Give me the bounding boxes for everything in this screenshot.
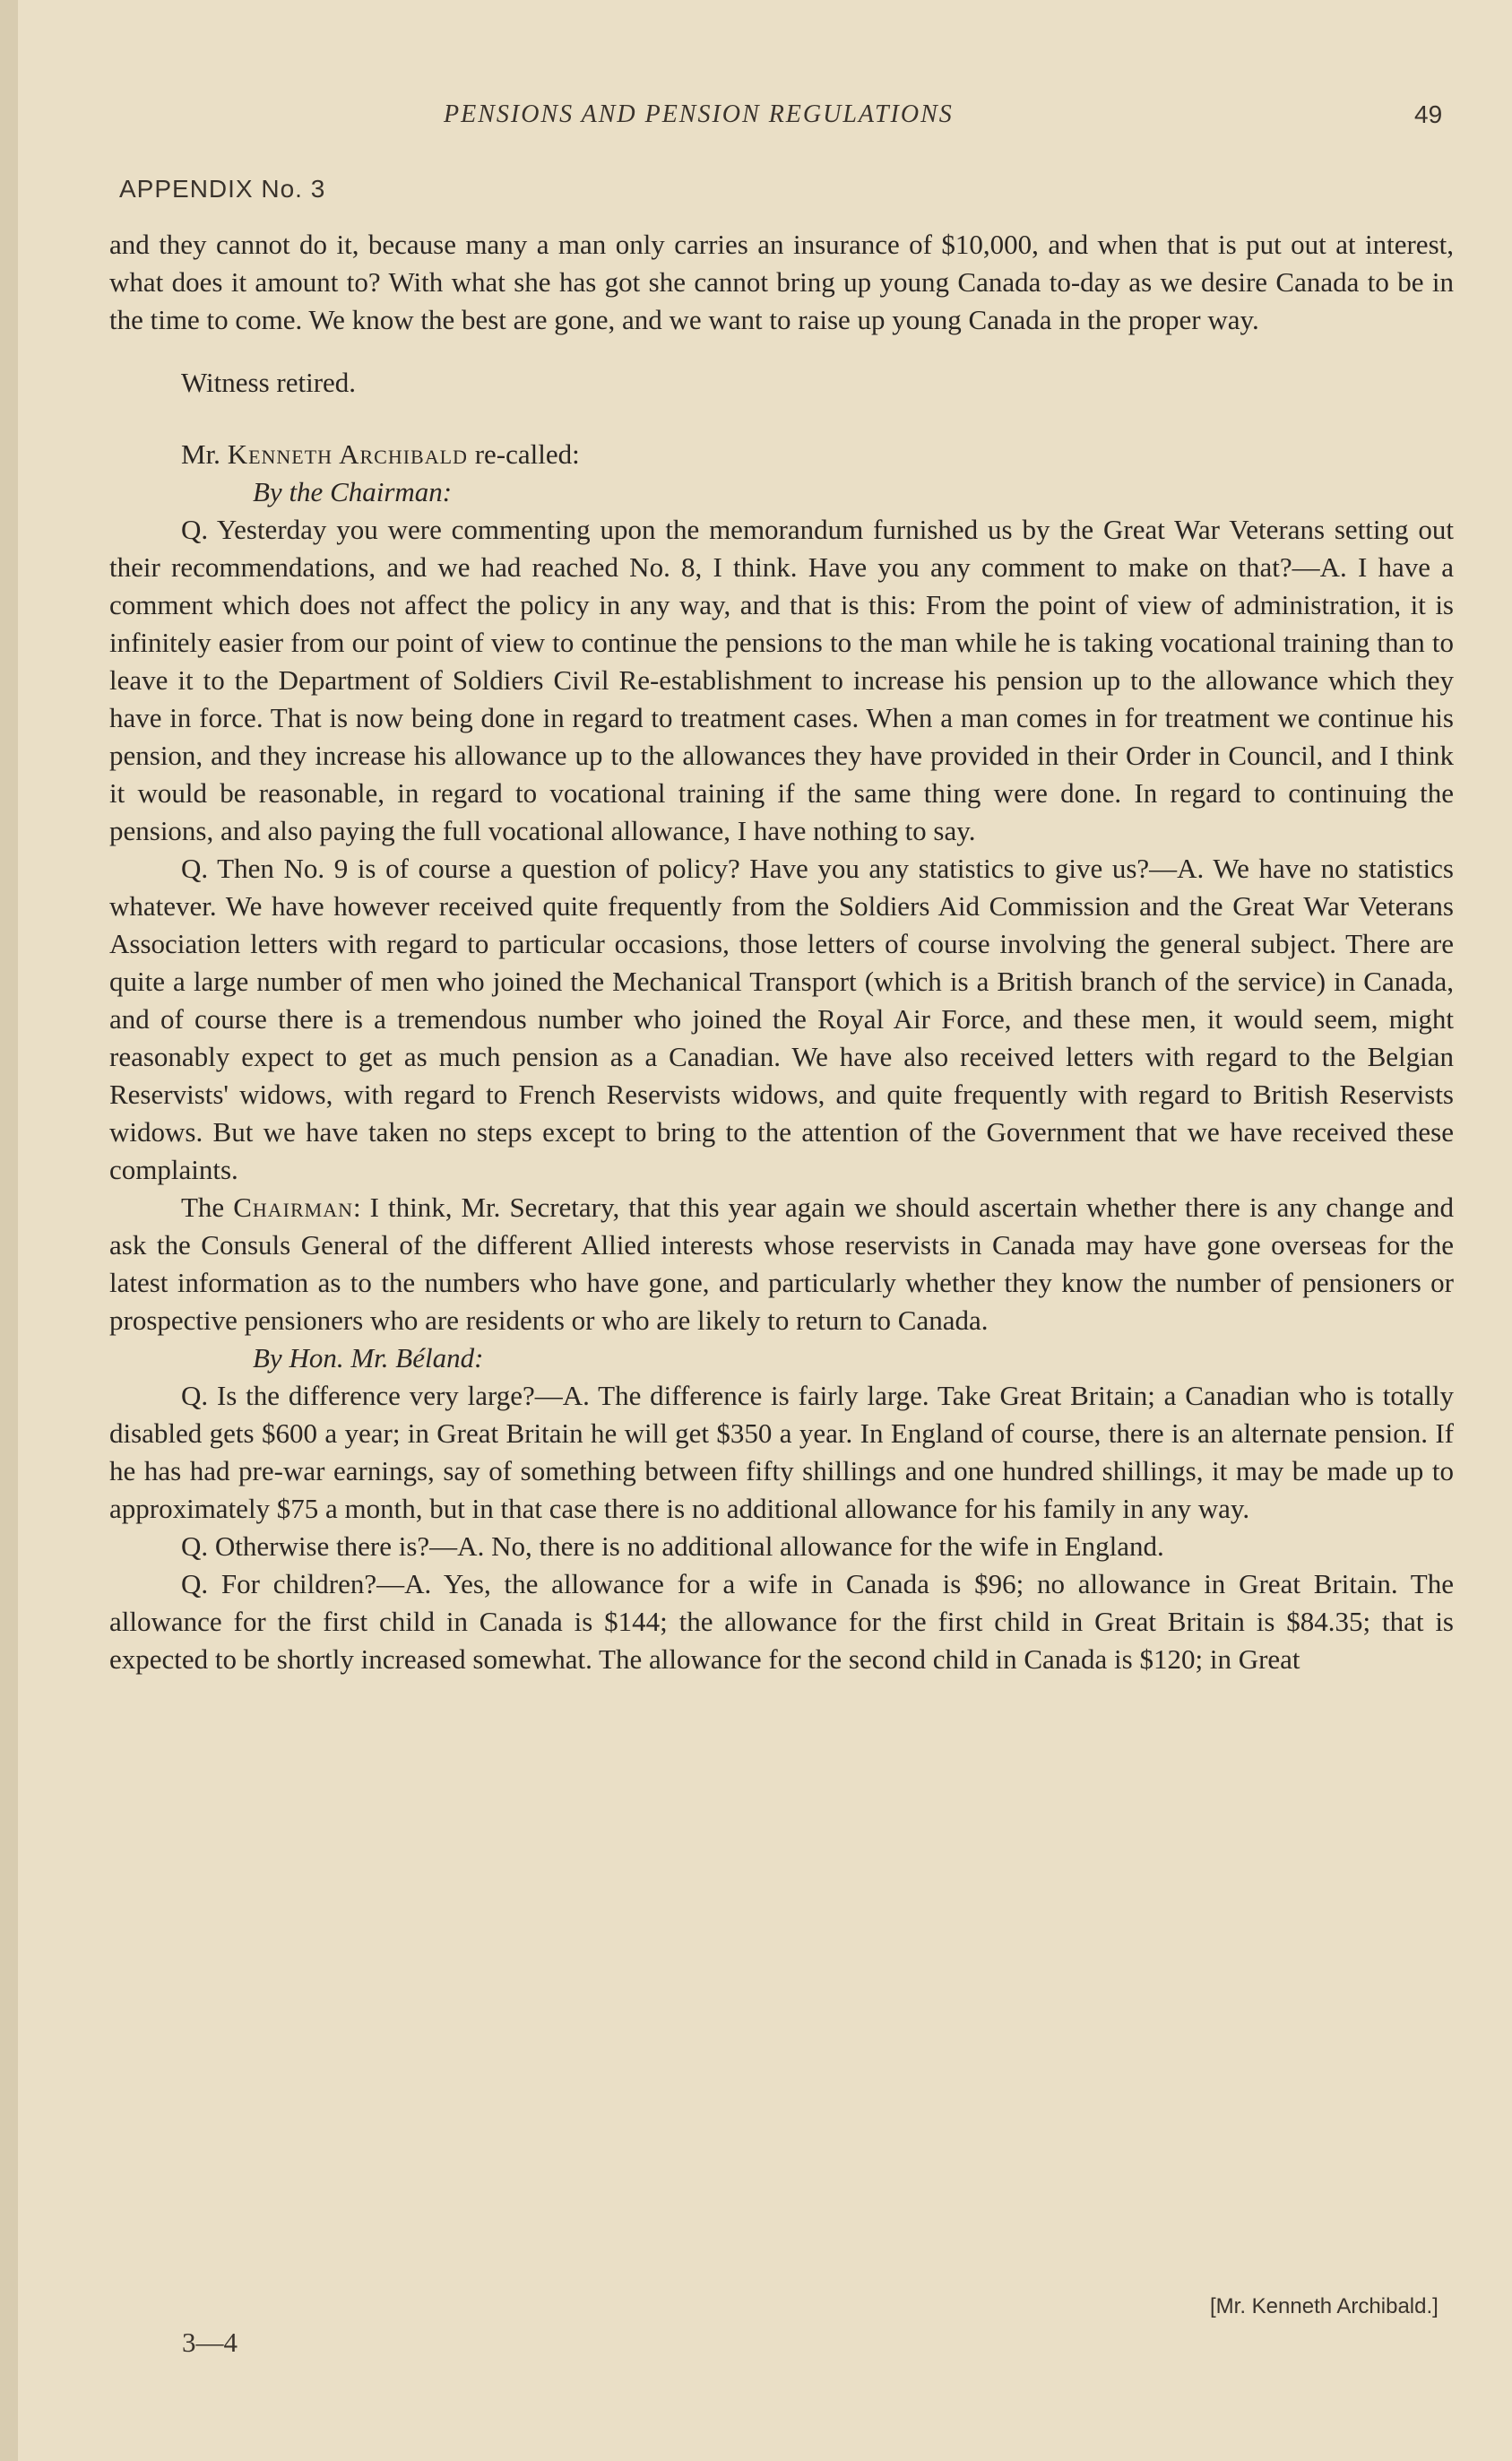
paragraph: Q. Yesterday you were commenting upon the memorandum furnished us by the Great War Veterans setting out their recommendations, and we had reached No. 8, I think. Have you any comment to make on that?—A. I have a comment which does not affect the policy in any way, and that is this: From the point of view of administration, it is infinitely easier from our point of view to continue the pensions to the man while he is taking vocational training than to leave it to the Department of Soldiers Civil Re-establishment to increase his pension up to the allowance which they have in force. That is now being done in regard to treatment cases. When a man comes in for treatment we continue his pension, and they increase his allowance up to the allowances they have provided in their Order in Council, and I think it would be reasonable, in regard to vocational training if the same thing were done. In regard to continuing the pensions, and also paying the full vocational allowance, I have nothing to say. <box>109 514 1454 846</box>
speaker-name: Kenneth Archibald <box>227 438 468 470</box>
footer-speaker: [Mr. Kenneth Archibald.] <box>1210 2294 1439 2318</box>
binding-gutter <box>0 0 18 2461</box>
examiner-heading: By Hon. Mr. Béland: <box>253 1342 484 1373</box>
page-body <box>109 226 1454 1678</box>
paragraph: Q. Otherwise there is?—A. No, there is no additional allowance for the wife in England. <box>181 1530 1164 1562</box>
speaker-prefix: Mr. <box>181 438 228 470</box>
paragraph: and they cannot do it, because many a man only carries an insurance of $10,000, and when that is put out at interest, what does it amount to? With what she has got she cannot bring up young Canada to-day as we desire Canada to be in the time to come. We know the best are gone, and we want to raise up young Canada in the proper way. <box>109 229 1454 335</box>
running-title: PENSIONS AND PENSION REGULATIONS <box>444 100 954 128</box>
examiner-heading: By the Chairman: <box>253 476 453 507</box>
signature-mark: 3—4 <box>182 2327 238 2358</box>
speaker-suffix: re-called: <box>467 438 580 470</box>
paragraph: Q. For children?—A. Yes, the allowance for a wife in Canada is $96; no allowance in Great Britain. The allowance for the first child in Canada is $144; the allowance for the first child in Great Britain is $84.35; that is expected to be shortly increased somewhat. The allowance for the second child in Canada is $120; in Great <box>109 1568 1454 1675</box>
chairman-prefix: The <box>181 1192 234 1223</box>
paragraph <box>109 1189 1454 1339</box>
chairman-remark: : I think, Mr. Secretary, that this year again we should ascertain whether there is any change and ask the Consuls General of the different Allied interests whose reservists in Canada may have gone overseas for the latest information as to the numbers who have gone, and particularly whether they know the number of pensioners or prospective pensioners who are residents or who are likely to return to Canada. <box>109 1192 1454 1336</box>
chairman-name: Chairman <box>233 1192 354 1223</box>
paragraph: Q. Is the difference very large?—A. The difference is fairly large. Take Great Britain; a Canadian who is totally disabled gets $600 a year; in Great Britain he will get $350 a year. In England of course, there is an alternate pension. If he has had pre-war earnings, say of something between fifty shillings and one hundred shillings, it may be made up to approximately $75 a month, but in that case there is no additional allowance for his family in any way. <box>109 1380 1454 1524</box>
page-number: 49 <box>1414 100 1443 128</box>
appendix-label: APPENDIX No. 3 <box>119 175 326 203</box>
paragraph: Q. Then No. 9 is of course a question of policy? Have you any statistics to give us?—A. We have no statistics whatever. We have however received quite frequently from the Soldiers Aid Commission and the Great War Veterans Association letters with regard to particular occasions, those letters of course involving the general subject. There are quite a large number of men who joined the Mechanical Transport (which is a British branch of the service) in Canada, and of course there is a tremendous number who joined the Royal Air Force, and these men, it would seem, might reasonably expect to get as much pension as a Canadian. We have also received letters with regard to the Belgian Reservists' widows, with regard to French Reservists widows, and quite frequently with regard to British Reservists widows. But we have taken no steps except to bring to the attention of the Government that we have received these complaints. <box>109 853 1454 1185</box>
speaker-line <box>109 436 1454 473</box>
paragraph: Witness retired. <box>181 367 357 398</box>
